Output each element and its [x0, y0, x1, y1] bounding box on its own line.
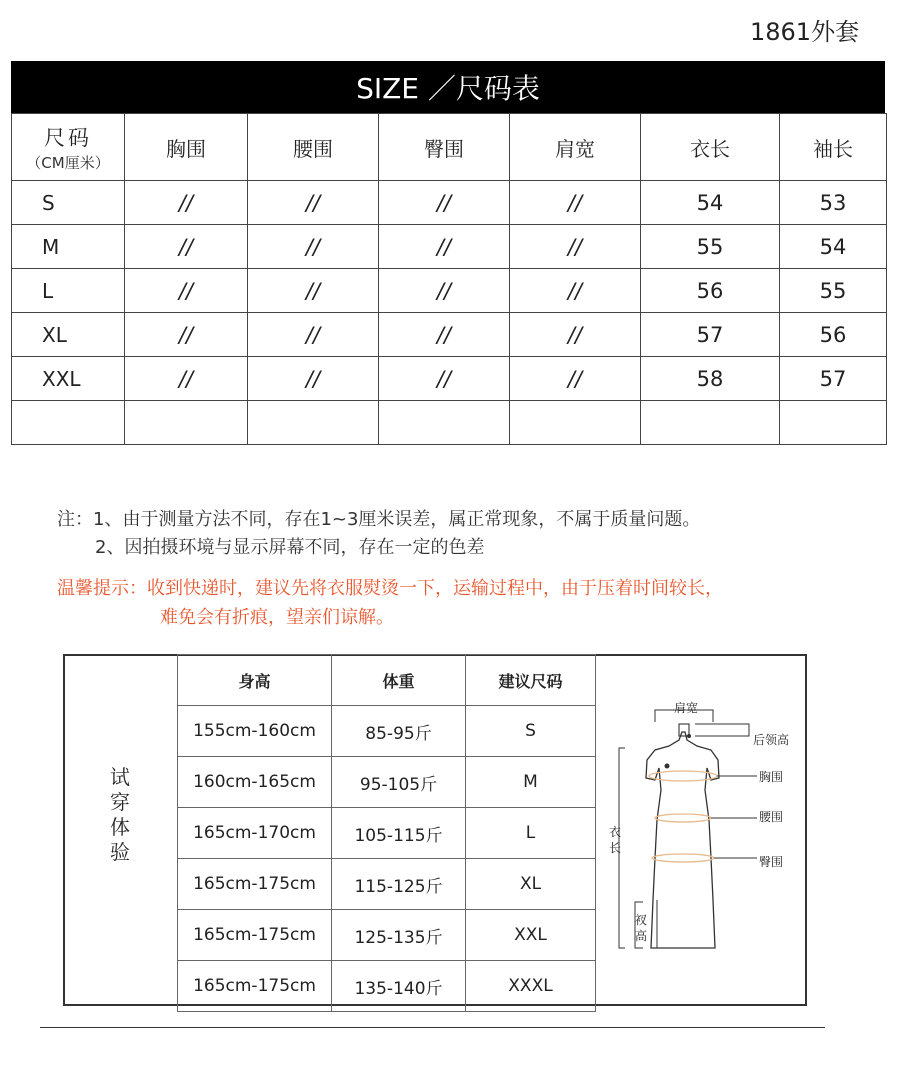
height-cell: 160cm-165cm: [178, 757, 332, 808]
hip-cell: //: [379, 225, 510, 269]
recommended-size-column-header: 建议尺码: [466, 655, 596, 706]
size-header-label: 尺码: [44, 125, 92, 150]
chest-column-header: 胸围: [125, 114, 248, 181]
length-cell: 58: [641, 357, 780, 401]
height-cell: 155cm-160cm: [178, 706, 332, 757]
frog-button: [665, 764, 670, 769]
length-cell: 56: [641, 269, 780, 313]
shoulder-label: 肩宽: [674, 701, 699, 715]
hip-cell: //: [379, 313, 510, 357]
shoulder-cell: //: [510, 357, 641, 401]
table-row: [178, 910, 596, 961]
dress-measurement-diagram: [597, 690, 807, 970]
weight-cell: 135-140斤: [332, 961, 466, 1012]
recommended-size-cell: XXXL: [466, 961, 596, 1012]
table-row: [12, 313, 887, 357]
size-cell: M: [12, 225, 125, 269]
length-label-2: 长: [609, 841, 622, 855]
table-row: [178, 757, 596, 808]
sleeve-cell: 55: [780, 269, 887, 313]
slit-label-1: 衩: [635, 913, 648, 927]
hip-cell: //: [379, 269, 510, 313]
size-chart-banner: SIZE ／尺码表: [11, 61, 885, 113]
slit-label-2: 高: [635, 929, 648, 943]
sleeve-column-header: 袖长: [780, 114, 887, 181]
empty-table-row: [12, 401, 887, 445]
weight-cell: 95-105斤: [332, 757, 466, 808]
bottom-divider: [40, 1027, 825, 1028]
chest-label: 胸围: [759, 770, 784, 784]
chest-cell: //: [125, 357, 248, 401]
length-cell: 55: [641, 225, 780, 269]
recommended-size-cell: L: [466, 808, 596, 859]
warm-tip-line-1: 温馨提示：收到快递时，建议先将衣服熨烫一下，运输过程中，由于压着时间较长，: [57, 578, 723, 599]
empty-cell: [641, 401, 780, 445]
hip-cell: //: [379, 181, 510, 225]
shoulder-column-header: 肩宽: [510, 114, 641, 181]
hip-cell: //: [379, 357, 510, 401]
recommended-size-cell: S: [466, 706, 596, 757]
height-cell: 165cm-175cm: [178, 961, 332, 1012]
unit-label: （CM厘米）: [26, 153, 110, 172]
table-row: [12, 269, 887, 313]
size-column-header: [12, 114, 125, 181]
weight-cell: 115-125斤: [332, 859, 466, 910]
size-cell: XXL: [12, 357, 125, 401]
length-label-1: 衣: [609, 825, 622, 839]
sleeve-cell: 53: [780, 181, 887, 225]
height-cell: 165cm-175cm: [178, 910, 332, 961]
empty-cell: [780, 401, 887, 445]
length-cell: 54: [641, 181, 780, 225]
waist-cell: //: [248, 181, 379, 225]
size-cell: S: [12, 181, 125, 225]
table-row: [178, 961, 596, 1012]
length-cell: 57: [641, 313, 780, 357]
table-row: [178, 808, 596, 859]
empty-cell: [125, 401, 248, 445]
shoulder-cell: //: [510, 225, 641, 269]
height-cell: 165cm-175cm: [178, 859, 332, 910]
weight-column-header: 体重: [332, 655, 466, 706]
sleeve-cell: 54: [780, 225, 887, 269]
weight-cell: 85-95斤: [332, 706, 466, 757]
table-row: [12, 181, 887, 225]
chest-cell: //: [125, 225, 248, 269]
collar-bracket: [695, 724, 749, 736]
chest-cell: //: [125, 313, 248, 357]
waist-cell: //: [248, 269, 379, 313]
collar-height-label: 后领高: [753, 733, 790, 747]
size-chart-table: [11, 113, 887, 445]
height-cell: 165cm-170cm: [178, 808, 332, 859]
length-column-header: 衣长: [641, 114, 780, 181]
waist-cell: //: [248, 225, 379, 269]
recommended-size-cell: M: [466, 757, 596, 808]
size-cell: L: [12, 269, 125, 313]
product-code: 1861外套: [750, 18, 860, 46]
table-row: [12, 225, 887, 269]
shoulder-cell: //: [510, 313, 641, 357]
table-row: [12, 357, 887, 401]
height-column-header: 身高: [178, 655, 332, 706]
sleeve-cell: 57: [780, 357, 887, 401]
shoulder-cell: //: [510, 181, 641, 225]
weight-cell: 105-115斤: [332, 808, 466, 859]
size-cell: XL: [12, 313, 125, 357]
hip-guide: [652, 854, 714, 862]
recommended-size-cell: XL: [466, 859, 596, 910]
empty-cell: [379, 401, 510, 445]
fit-header-row: [178, 655, 596, 706]
recommended-size-cell: XXL: [466, 910, 596, 961]
hip-column-header: 臀围: [379, 114, 510, 181]
measurement-note: 注：1、由于测量方法不同，存在1~3厘米误差，属正常现象，不属于质量问题。: [57, 509, 701, 530]
empty-cell: [248, 401, 379, 445]
chest-cell: //: [125, 181, 248, 225]
waist-cell: //: [248, 313, 379, 357]
warm-tip-line-2: 难免会有折痕，望亲们谅解。: [160, 607, 394, 628]
fit-experience-table: [177, 654, 596, 1012]
color-note: 2、因拍摄环境与显示屏幕不同，存在一定的色差: [95, 537, 485, 558]
chest-cell: //: [125, 269, 248, 313]
weight-cell: 125-135斤: [332, 910, 466, 961]
waist-cell: //: [248, 357, 379, 401]
size-chart-header-row: [12, 114, 887, 181]
table-row: [178, 706, 596, 757]
waist-label: 腰围: [759, 810, 784, 824]
hip-label: 臀围: [759, 855, 784, 869]
sleeve-cell: 56: [780, 313, 887, 357]
frog-button: [687, 734, 691, 738]
waist-column-header: 腰围: [248, 114, 379, 181]
waist-guide: [655, 814, 711, 822]
fit-experience-title: 试穿体验: [110, 765, 130, 864]
shoulder-cell: //: [510, 269, 641, 313]
empty-cell: [12, 401, 125, 445]
empty-cell: [510, 401, 641, 445]
table-row: [178, 859, 596, 910]
